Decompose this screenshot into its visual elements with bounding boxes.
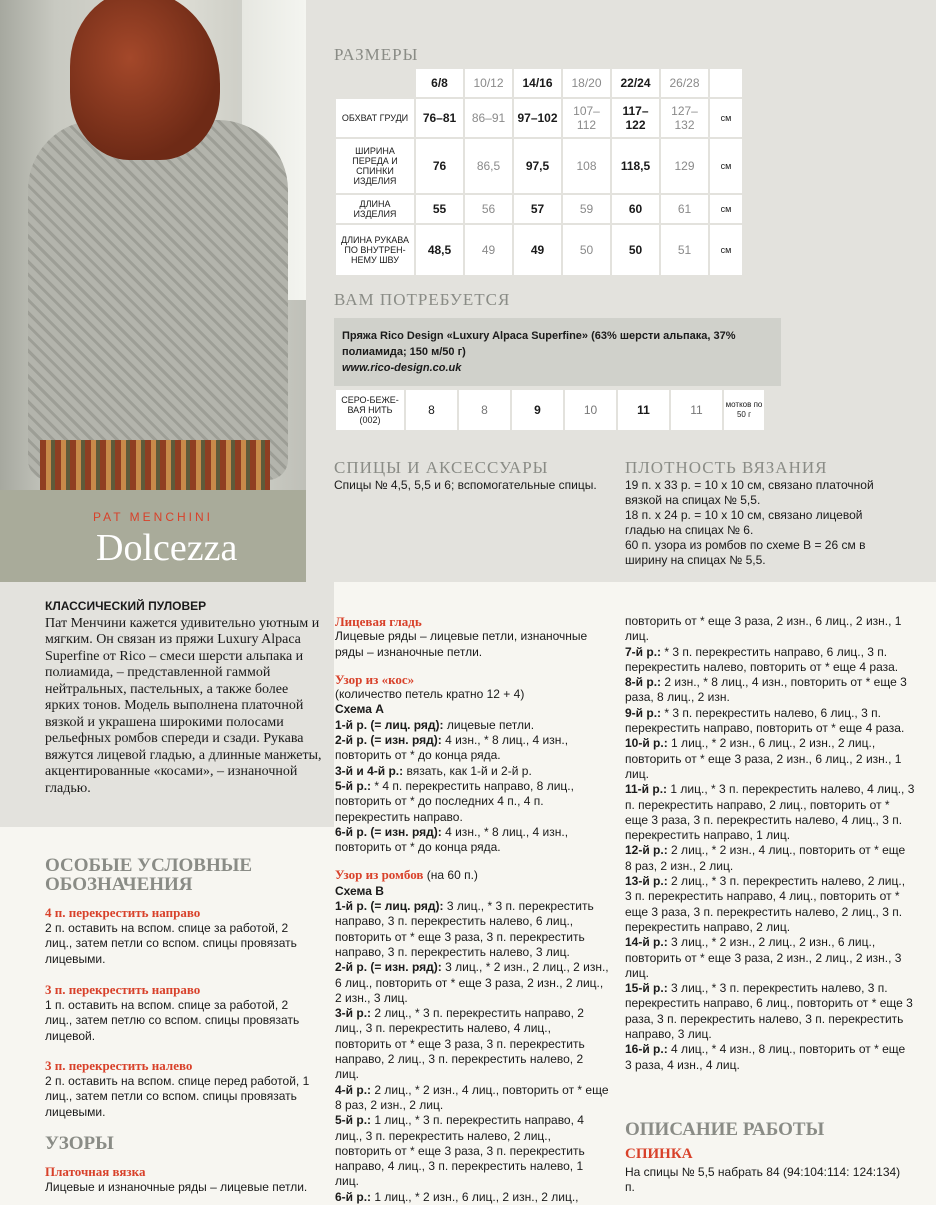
diamond-title: Узор из ромбов: [335, 867, 424, 883]
cell: 57: [514, 195, 561, 223]
cable-note: (количество петель кратно 12 + 4): [335, 687, 525, 702]
row-text: 1 лиц., * 2 изн., 6 лиц., 2 изн., 2 лиц.,: [371, 1189, 579, 1204]
diamond-note: (на 60 п.): [423, 868, 478, 883]
cell: 97–102: [514, 99, 561, 137]
abbrev-title: 3 п. перекрестить налево: [45, 1058, 193, 1073]
row-text: лицевые петли.: [443, 717, 535, 732]
row-label: 16-й р.:: [625, 1042, 668, 1057]
yarn-box: [334, 318, 781, 386]
cell: 11: [671, 390, 722, 430]
needles-text: Спицы № 4,5, 5,5 и 6; вспомогательные спицы.: [334, 478, 597, 492]
row-label: 6-й р.:: [335, 1189, 372, 1204]
abbrev-text: 2 п. оставить на вспом. спице за работой, 2 лиц., затем петли со вспом. спицы провязать лицевыми.: [45, 921, 297, 966]
row-text: 1 лиц., * 3 п. перекрестить направо, 4 лиц., 3 п. перекрестить налево, 2 лиц., повторить от * еще 3 раза, 3 п. перекрестить направо, 4 лиц., 3 п. перекрестить налево, 1 лиц.: [335, 1113, 585, 1189]
scheme-a: Схема А: [335, 702, 384, 717]
row-text: 4 изн., * 8 лиц., 4 изн., повторить от * до конца ряда.: [335, 824, 569, 855]
row-label: 2-й р. (= изн. ряд):: [335, 733, 442, 748]
color-label: СЕРО-БЕЖЕ-ВАЯ НИТЬ (002): [336, 390, 404, 430]
cell: 117–122: [612, 99, 659, 137]
sizes-table: [334, 67, 744, 277]
unit: см: [710, 195, 742, 223]
abbrev-title: 4 п. перекрестить направо: [45, 905, 201, 920]
row-label: 13-й р.:: [625, 874, 668, 889]
size-header: 10/12: [465, 69, 512, 97]
row-text: 3 лиц., * 2 изн., 2 лиц., 2 изн., 6 лиц., повторить от * еще 3 раза, 2 изн., 2 лиц., 2 изн., 3 лиц.: [625, 935, 902, 980]
row-label: 7-й р.:: [625, 644, 662, 659]
cell: 11: [618, 390, 669, 430]
row-label: 2-й р. (= изн. ряд):: [335, 960, 442, 975]
cell: 8: [459, 390, 510, 430]
row-text: 3 лиц., * 3 п. перекрестить налево, 3 п. перекрестить направо, 6 лиц., повторить от * еще 3 раза, 3 п. перекрестить налево, 3 п. перекрестить направо, 3 лиц.: [625, 981, 913, 1042]
heading-line: ОБОЗНАЧЕНИЯ: [45, 874, 193, 895]
row-text: 3 лиц., * 2 изн., 2 лиц., 2 изн., 6 лиц., повторить от * еще 3 раза, 2 изн., 2 лиц., 2 изн., 3 лиц.: [335, 960, 609, 1005]
cell: 50: [612, 225, 659, 275]
size-header: 14/16: [514, 69, 561, 97]
row-text: 1 лиц., * 3 п. перекрестить налево, 4 лиц., 3 п. перекрестить направо, 2 лиц., повторить от * еще 3 раза, 3 п. перекрестить налево, 4 лиц., 3 п. перекрестить направо, 1 лиц.: [625, 782, 915, 843]
cell: 108: [563, 139, 610, 193]
sweater-photo: [0, 0, 306, 490]
intro: [45, 598, 325, 797]
gauge-text: [625, 478, 905, 568]
abbrev-text: 1 п. оставить на вспом. спице за работой, 2 лиц., затем петлю со вспом. спицы провязать лицевой.: [45, 998, 300, 1043]
stockinette-text: Лицевые ряды – лицевые петли, изнаночные ряды – изнаночные петли.: [335, 629, 588, 659]
cell: 56: [465, 195, 512, 223]
intro-heading: КЛАССИЧЕСКИЙ ПУЛОВЕР: [45, 599, 207, 613]
cell: 49: [514, 225, 561, 275]
yarn-line: полиамида; 150 м/50 г): [342, 346, 466, 358]
needles-heading: СПИЦЫ И АКСЕССУАРЫ: [334, 458, 549, 477]
cell: 86–91: [465, 99, 512, 137]
work-heading: ОПИСАНИЕ РАБОТЫ: [625, 1119, 825, 1140]
garter-text: Лицевые и изнаночные ряды – лицевые петли.: [45, 1180, 308, 1194]
cell: 8: [406, 390, 457, 430]
row-text: * 3 п. перекрестить направо, 6 лиц., 3 п. перекрестить налево, повторить от * еще 4 раза.: [625, 644, 899, 674]
cell: 49: [465, 225, 512, 275]
abbrev-title: 3 п. перекрестить направо: [45, 982, 201, 997]
cell: 60: [612, 195, 659, 223]
yarn-line: Пряжа Rico Design «Luxury Alpaca Superfine» (63% шерсти альпака, 37%: [342, 330, 736, 342]
abbrev-text: 2 п. оставить на вспом. спице перед работой, 1 лиц., затем петли со вспом. спицы провязать лицевыми.: [45, 1074, 310, 1119]
row-label: 5-й р.:: [335, 778, 372, 793]
row-text: 2 лиц., * 2 изн., 4 лиц., повторить от * еще 8 раз, 2 изн., 2 лиц.: [625, 843, 906, 873]
materials-heading: ВАМ ПОТРЕБУЕТСЯ: [334, 290, 511, 309]
patterns-heading: УЗОРЫ: [45, 1133, 114, 1154]
unit: см: [710, 99, 742, 137]
row-text: * 4 п. перекрестить направо, 8 лиц., повторить от * до последних 4 п., 4 п. перекрестить направо.: [335, 778, 574, 824]
gauge-heading: ПЛОТНОСТЬ ВЯЗАНИЯ: [625, 458, 828, 477]
size-header: 26/28: [661, 69, 708, 97]
garter-title: Платочная вязка: [45, 1164, 146, 1179]
row-text: 3 лиц., * 3 п. перекрестить направо, 3 п. перекрестить налево, 6 лиц., повторить от * еще 3 раза, 3 п. перекрестить направо, 3 п. перекрестить налево, 3 лиц.: [335, 899, 594, 959]
row-label: 12-й р.:: [625, 843, 668, 858]
intro-text: Пат Менчини кажется удивительно уютным и мягким. Он связан из пряжи Luxury Alpaca Superfine от Rico – смеси шерсти альпака и полиамида, – представленной гаммой нейтральных, пастельных, а также более ярких тонов. Модель выполнена платочной вязкой и украшена широкими полосами рельефных ромбов спереди и сзади. Рукава вяжутся лицевой гладью, а длинные манжеты, акцентированные «косами», – изнаночной гладью.: [45, 615, 322, 796]
website-link[interactable]: www.rico-design.co.uk: [342, 362, 462, 374]
row-label: ДЛИНА ИЗДЕЛИЯ: [336, 195, 414, 223]
row-label: 1-й р. (= лиц. ряд):: [335, 899, 444, 914]
cell: 48,5: [416, 225, 463, 275]
row-label: 14-й р.:: [625, 935, 668, 950]
row-text: 2 изн., * 8 лиц., 4 изн., повторить от * еще 3 раза, 8 лиц., 2 изн.: [625, 675, 907, 705]
row-text: * 3 п. перекрестить налево, 6 лиц., 3 п. перекрестить направо, повторить от * еще 4 раза.: [625, 705, 905, 736]
row-text: 2 лиц., * 3 п. перекрестить налево, 2 лиц., 3 п. перекрестить направо, 4 лиц., повторить от * еще 3 раза, 3 п. перекрестить налево, 2 лиц., 3 п. перекрестить направо, 2 лиц.: [625, 874, 906, 934]
cell: 50: [563, 225, 610, 275]
row-text: 1 лиц., * 2 изн., 6 лиц., 2 изн., 2 лиц., повторить от * еще 3 раза, 2 изн., 6 лиц., 2 изн., 1 лиц.: [625, 736, 902, 781]
cell: 10: [565, 390, 616, 430]
row-label: 5-й р.:: [335, 1113, 372, 1128]
cell: 61: [661, 195, 708, 223]
row-label: 3-й и 4-й р.:: [335, 763, 404, 778]
scheme-b: Схема В: [335, 883, 384, 898]
pattern-column-3: [625, 614, 915, 1073]
gauge-line: 60 п. узора из ромбов по схеме В = 26 см в ширину на спицах № 5,5.: [625, 538, 866, 567]
row-label: 8-й р.:: [625, 675, 662, 690]
size-header: 22/24: [612, 69, 659, 97]
row-text: вязать, как 1-й и 2-й р.: [403, 763, 532, 778]
heading-line: ОСОБЫЕ УСЛОВНЫЕ: [45, 855, 253, 876]
row-label: 9-й р.:: [625, 705, 662, 720]
cell: 76: [416, 139, 463, 193]
row-text: 2 лиц., * 2 изн., 4 лиц., повторить от * еще 8 раз, 2 изн., 2 лиц.: [335, 1082, 609, 1112]
row-label: 11-й р.:: [625, 782, 668, 797]
pattern-title: Dolcezza: [96, 527, 238, 569]
cell: 86,5: [465, 139, 512, 193]
cell: 9: [512, 390, 563, 430]
pattern-column-2: [335, 614, 610, 1205]
back-text: На спицы № 5,5 набрать 84 (94:104:114: 124:134) п.: [625, 1165, 901, 1195]
size-header: 6/8: [416, 69, 463, 97]
row-label: 6-й р. (= изн. ряд):: [335, 824, 442, 839]
row-text: 4 изн., * 8 лиц., 4 изн., повторить от * до конца ряда.: [335, 733, 569, 763]
back-title: СПИНКА: [625, 1146, 693, 1162]
gauge-line: 19 п. х 33 р. = 10 х 10 см, связано платочной вязкой на спицах № 5,5.: [625, 478, 874, 507]
size-header: 18/20: [563, 69, 610, 97]
unit: см: [710, 225, 742, 275]
abbrev-heading: [45, 856, 252, 894]
row-label: 10-й р.:: [625, 736, 668, 751]
row-label: ШИРИНА ПЕРЕДА И СПИНКИ ИЗДЕЛИЯ: [336, 139, 414, 193]
cell: 118,5: [612, 139, 659, 193]
author: PAT MENCHINI: [92, 510, 213, 524]
row-label: ДЛИНА РУКАВА ПО ВНУТРЕН-НЕМУ ШВУ: [336, 225, 414, 275]
row-text: 4 лиц., * 4 изн., 8 лиц., повторить от * еще 3 раза, 4 изн., 4 лиц.: [625, 1042, 906, 1072]
gauge-line: 18 п. х 24 р. = 10 х 10 см, связано лицевой гладью на спицах № 6.: [625, 508, 863, 537]
cell: 76–81: [416, 99, 463, 137]
cell: 127–132: [661, 99, 708, 137]
cable-title: Узор из «кос»: [335, 671, 415, 687]
stockinette-title: Лицевая гладь: [335, 614, 422, 629]
row-label: 1-й р. (= лиц. ряд):: [335, 717, 444, 732]
row-text: повторить от * еще 3 раза, 2 изн., 6 лиц., 2 изн., 1 лиц.: [625, 614, 902, 644]
cell: 107–112: [563, 99, 610, 137]
sizes-heading: РАЗМЕРЫ: [334, 45, 419, 64]
cell: 51: [661, 225, 708, 275]
cell: 55: [416, 195, 463, 223]
row-label: 15-й р.:: [625, 981, 668, 996]
unit: мотков по 50 г: [724, 390, 764, 430]
row-label: 4-й р.:: [335, 1082, 372, 1097]
row-text: 2 лиц., * 3 п. перекрестить направо, 2 лиц., 3 п. перекрестить налево, 4 лиц., повторить от * еще 3 раза, 3 п. перекрестить направо, 2 лиц., 3 п. перекрестить налево, 2 лиц.: [335, 1006, 585, 1082]
row-label: ОБХВАТ ГРУДИ: [336, 99, 414, 137]
yarn-table: [334, 388, 766, 432]
cell: 129: [661, 139, 708, 193]
cell: 97,5: [514, 139, 561, 193]
cell: 59: [563, 195, 610, 223]
unit: см: [710, 139, 742, 193]
row-label: 3-й р.:: [335, 1006, 372, 1021]
